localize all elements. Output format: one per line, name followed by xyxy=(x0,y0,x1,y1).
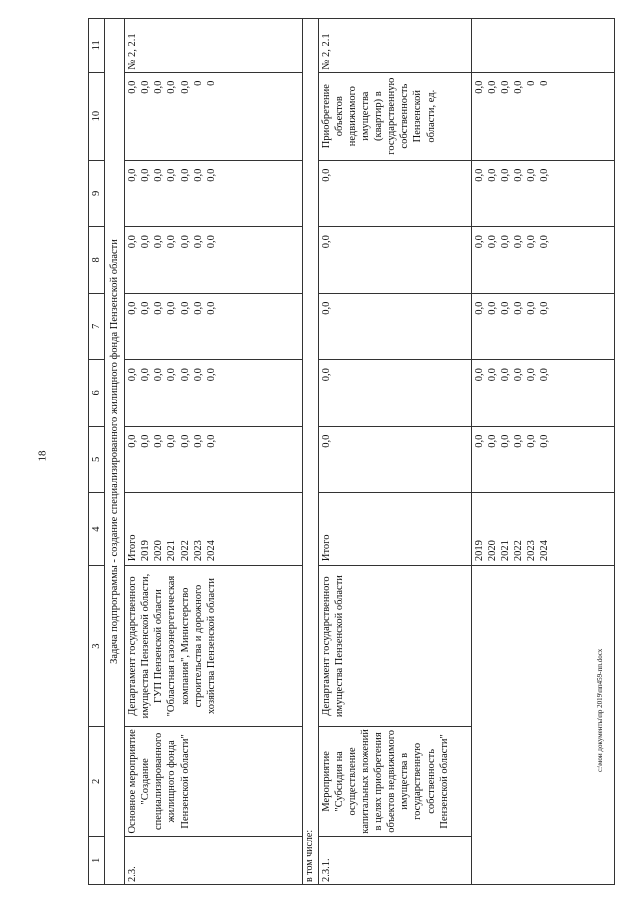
value: 0,0 xyxy=(179,168,191,182)
value: 0,0 xyxy=(153,80,165,94)
values-col-10 xyxy=(471,72,615,160)
period-item: Итого xyxy=(318,493,471,566)
empty-cell xyxy=(471,566,615,885)
value: 0,0 xyxy=(166,235,178,249)
period-item: 2019 xyxy=(140,540,152,562)
value: 0,0 xyxy=(499,235,511,249)
col-header-5: 5 xyxy=(89,426,105,493)
period-item: 2024 xyxy=(205,540,217,562)
value: 0,0 xyxy=(526,434,537,448)
empty-cell xyxy=(471,19,615,73)
table-container xyxy=(88,18,615,885)
period-item: 2022 xyxy=(512,540,524,562)
values-col-8 xyxy=(125,227,303,294)
value: 0,0 xyxy=(539,235,551,249)
col-header-7: 7 xyxy=(89,293,105,360)
value: 0,0 xyxy=(127,434,138,448)
value: 0,0 xyxy=(512,235,524,249)
period-item: 2020 xyxy=(486,540,498,562)
value: 0,0 xyxy=(153,434,165,448)
values-col-10 xyxy=(125,72,303,160)
col-header-3: 3 xyxy=(89,566,105,727)
value: 0,0 xyxy=(318,426,471,493)
values-col-5 xyxy=(471,426,615,493)
value: 0,0 xyxy=(205,235,217,249)
value: 0,0 xyxy=(179,301,191,315)
values-col-9 xyxy=(125,160,303,227)
value: 0,0 xyxy=(166,80,178,94)
indicator-name: Приобретение объектов недвижимого имущества (квартир) в государственную собственность Пензенской области, ед. xyxy=(318,72,471,160)
period-item: 2023 xyxy=(192,540,204,562)
value: 0,0 xyxy=(192,168,204,182)
program-table xyxy=(88,18,615,885)
executor: Департамент государственного имущества Пензенской области, ГУП Пензенской области "Областная газоэнергетическая компания", Министерство строительства и дорожного хозяйства Пензенской области xyxy=(125,566,303,727)
value: 0,0 xyxy=(192,301,204,315)
value: 0 xyxy=(205,80,217,86)
value: 0,0 xyxy=(499,301,511,315)
table-row-2-3-1 xyxy=(318,19,471,885)
value: 0,0 xyxy=(205,434,217,448)
value: 0,0 xyxy=(473,235,485,249)
value: 0,0 xyxy=(473,301,485,315)
value: 0,0 xyxy=(140,235,152,249)
value: 0,0 xyxy=(127,235,138,249)
value: 0,0 xyxy=(192,235,204,249)
measure-name: Мероприятие "Субсидия на осуществление капитальных вложений в целях приобретения объектов недвижимого имущества в государственную собственность Пензенской области" xyxy=(318,727,471,837)
value: 0,0 xyxy=(486,235,498,249)
value: 0,0 xyxy=(318,227,471,294)
measure-name: Основное мероприятие "Создание специализированного жилищного фонда Пензенской области" xyxy=(125,727,303,837)
row-code: 2.3.1. xyxy=(318,836,471,884)
value: 0,0 xyxy=(499,368,511,382)
value: 0,0 xyxy=(486,368,498,382)
value: 0,0 xyxy=(526,235,537,249)
value: 0,0 xyxy=(318,360,471,427)
value: 0,0 xyxy=(512,368,524,382)
page-number: 18 xyxy=(36,450,49,462)
indicator-ref: № 2, 2.1 xyxy=(125,19,303,73)
value: 0,0 xyxy=(318,160,471,227)
value: 0,0 xyxy=(205,368,217,382)
value: 0,0 xyxy=(486,168,498,182)
value: 0,0 xyxy=(127,80,138,94)
indicator-ref: № 2, 2.1 xyxy=(318,19,471,73)
value: 0 xyxy=(192,80,204,86)
value: 0,0 xyxy=(539,168,551,182)
col-header-6: 6 xyxy=(89,360,105,427)
value: 0,0 xyxy=(539,368,551,382)
value: 0,0 xyxy=(486,80,498,94)
value: 0,0 xyxy=(499,434,511,448)
value: 0,0 xyxy=(166,434,178,448)
section-title-row xyxy=(105,19,125,885)
periods-cell xyxy=(125,493,303,566)
period-item: 2023 xyxy=(526,540,537,562)
value: 0,0 xyxy=(127,168,138,182)
value: 0,0 xyxy=(526,168,537,182)
values-col-6 xyxy=(125,360,303,427)
value: 0 xyxy=(539,80,551,86)
value: 0,0 xyxy=(512,80,524,94)
value: 0,0 xyxy=(153,235,165,249)
value: 0,0 xyxy=(512,301,524,315)
column-number-row xyxy=(89,19,105,885)
value: 0,0 xyxy=(140,434,152,448)
file-path-footer: c:\мои документы\пр 2019\пп459-пп.docx xyxy=(596,648,604,772)
value: 0,0 xyxy=(539,301,551,315)
value: 0,0 xyxy=(473,168,485,182)
value: 0,0 xyxy=(127,301,138,315)
value: 0,0 xyxy=(192,434,204,448)
value: 0,0 xyxy=(140,301,152,315)
value: 0,0 xyxy=(179,80,191,94)
values-col-8 xyxy=(471,227,615,294)
value: 0,0 xyxy=(140,80,152,94)
value: 0,0 xyxy=(153,168,165,182)
value: 0,0 xyxy=(179,368,191,382)
period-item: 2021 xyxy=(499,540,511,562)
col-header-4: 4 xyxy=(89,493,105,566)
value: 0,0 xyxy=(153,301,165,315)
values-col-9 xyxy=(471,160,615,227)
value: 0,0 xyxy=(499,168,511,182)
value: 0,0 xyxy=(192,368,204,382)
value: 0,0 xyxy=(318,293,471,360)
table-row-2-3 xyxy=(125,19,303,885)
period-item: 2022 xyxy=(179,540,191,562)
value: 0,0 xyxy=(205,168,217,182)
including-row xyxy=(303,19,319,885)
values-col-5 xyxy=(125,426,303,493)
value: 0,0 xyxy=(179,235,191,249)
period-item: 2020 xyxy=(153,540,165,562)
value: 0,0 xyxy=(539,434,551,448)
value: 0,0 xyxy=(512,434,524,448)
value: 0,0 xyxy=(127,368,138,382)
period-item: Итого xyxy=(127,534,138,562)
values-col-7 xyxy=(125,293,303,360)
value: 0,0 xyxy=(166,301,178,315)
including-label: в том числе: xyxy=(303,19,319,885)
rotated-table-frame xyxy=(88,18,615,885)
value: 0,0 xyxy=(205,301,217,315)
value: 0,0 xyxy=(526,368,537,382)
period-item: 2019 xyxy=(473,540,485,562)
col-header-2: 2 xyxy=(89,727,105,837)
value: 0,0 xyxy=(486,301,498,315)
years-cell xyxy=(471,493,615,566)
value: 0,0 xyxy=(179,434,191,448)
row-code: 2.3. xyxy=(125,836,303,884)
value: 0,0 xyxy=(166,368,178,382)
col-header-1: 1 xyxy=(89,836,105,884)
value: 0 xyxy=(526,80,537,86)
value: 0,0 xyxy=(473,80,485,94)
value: 0,0 xyxy=(166,168,178,182)
values-col-6 xyxy=(471,360,615,427)
col-header-10: 10 xyxy=(89,72,105,160)
value: 0,0 xyxy=(140,368,152,382)
period-item: 2024 xyxy=(539,540,551,562)
table-row-2-3-1-years xyxy=(471,19,615,885)
value: 0,0 xyxy=(140,168,152,182)
value: 0,0 xyxy=(526,301,537,315)
value: 0,0 xyxy=(512,168,524,182)
values-col-7 xyxy=(471,293,615,360)
value: 0,0 xyxy=(499,80,511,94)
col-header-8: 8 xyxy=(89,227,105,294)
col-header-9: 9 xyxy=(89,160,105,227)
value: 0,0 xyxy=(153,368,165,382)
value: 0,0 xyxy=(486,434,498,448)
executor: Департамент государственного имущества Пензенской области xyxy=(318,566,471,727)
value: 0,0 xyxy=(473,434,485,448)
section-title: Задача подпрограммы - создание специализированного жилищного фонда Пензенской области xyxy=(105,19,125,885)
period-item: 2021 xyxy=(166,540,178,562)
value: 0,0 xyxy=(473,368,485,382)
col-header-11: 11 xyxy=(89,19,105,73)
